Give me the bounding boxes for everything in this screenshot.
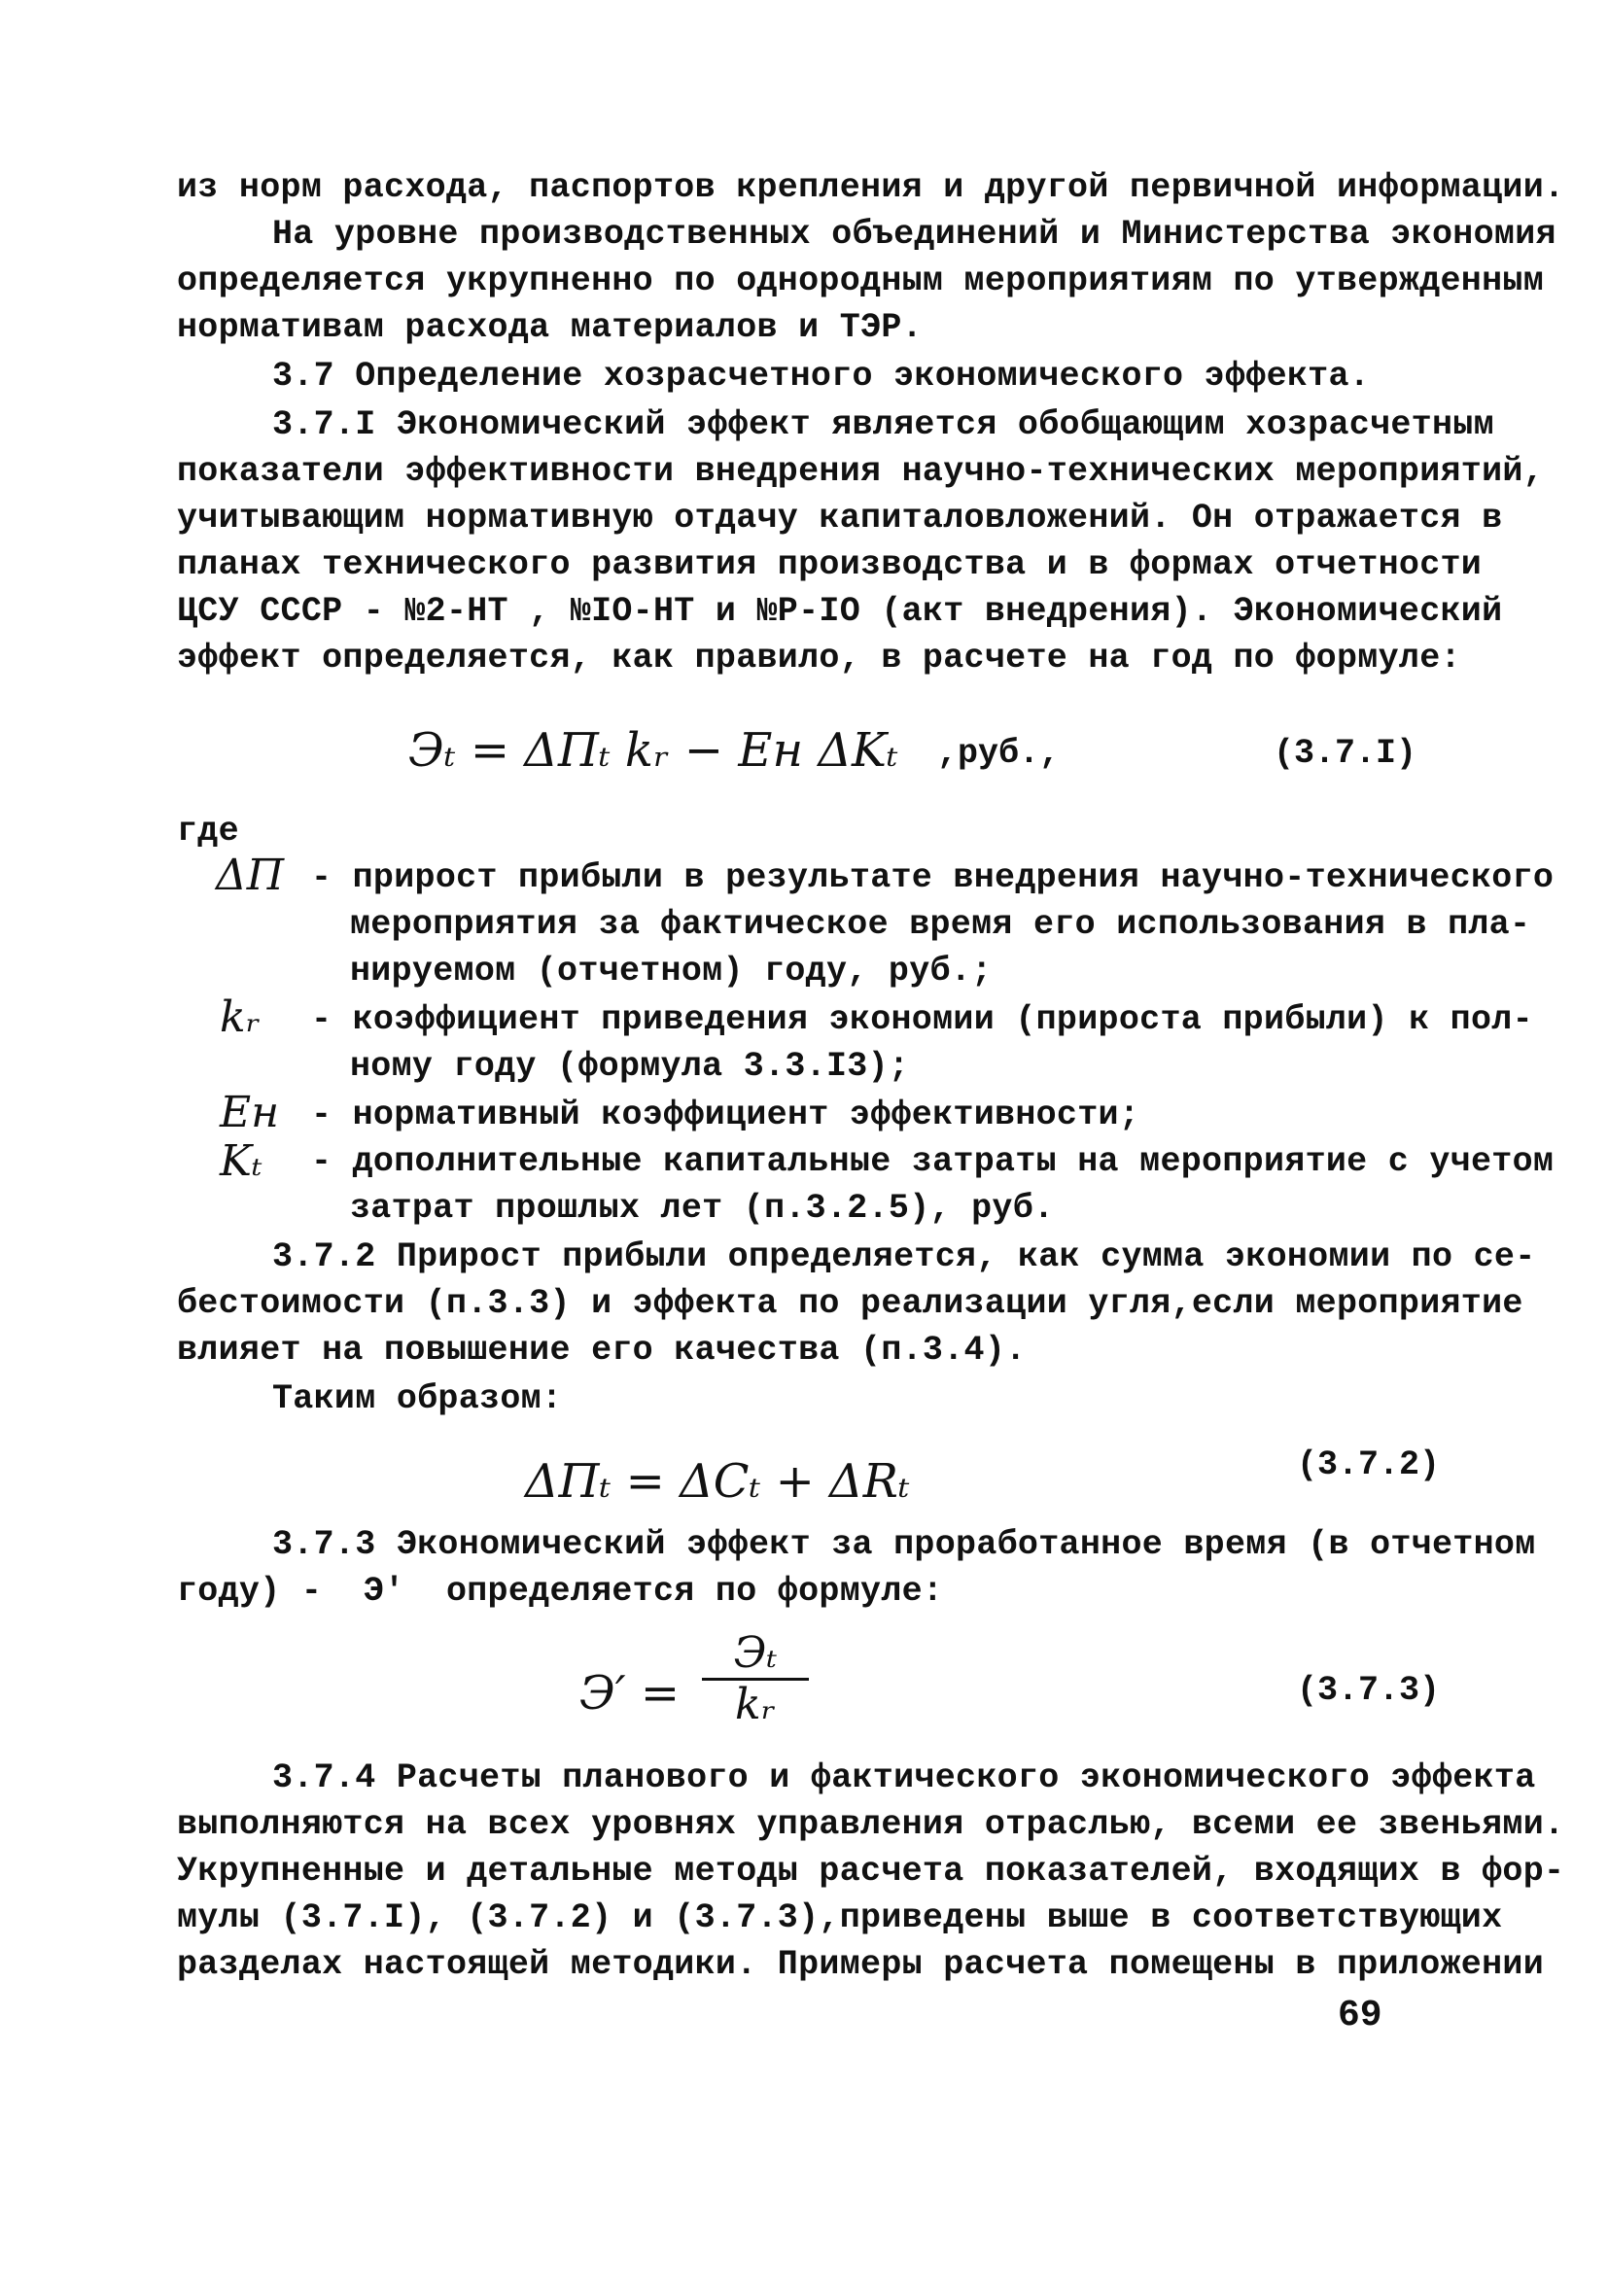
- text-line: нормативам расхода материалов и ТЭР.: [177, 308, 923, 347]
- text-line: определяется укрупненно по однородным мероприятиям по утвержденным: [177, 261, 1545, 300]
- page-number: 69: [1338, 1995, 1382, 2036]
- text-line: 3.7.3 Экономический эффект за проработанное время (в отчетном: [272, 1525, 1536, 1564]
- formula-number: (3.7.3): [1297, 1671, 1441, 1710]
- where-label: где: [177, 812, 239, 851]
- text-line: 3.7.4 Расчеты планового и фактического экономического эффекта: [272, 1758, 1536, 1797]
- text-line: влияет на повышение его качества (п.3.4).: [177, 1331, 1027, 1370]
- text-line: эффект определяется, как правило, в расчете на год по формуле:: [177, 639, 1461, 678]
- fraction-denominator: kᵣ: [735, 1680, 776, 1729]
- fraction: [692, 1629, 819, 1729]
- text-line: ЦСУ СССР - №2-НТ , №IO-НТ и №Р-IO (акт внедрения). Экономический: [177, 592, 1503, 631]
- definition-line: - коэффициент приведения экономии (прироста прибыли) к пол-: [311, 1000, 1533, 1039]
- text-line: бестоимости (п.3.3) и эффекта по реализации угля,если мероприятие: [177, 1284, 1523, 1323]
- text-line: из норм расхода, паспортов крепления и другой первичной информации.: [177, 168, 1565, 207]
- formula-number: (3.7.2): [1297, 1445, 1441, 1484]
- definition-line: мероприятия за фактическое время его использования в пла-: [350, 905, 1531, 944]
- symbol-e-n: Eн: [220, 1088, 280, 1137]
- text-line: году) - Э′ определяется по формуле:: [177, 1572, 944, 1611]
- definition-line: - нормативный коэффициент эффективности;: [311, 1096, 1140, 1134]
- fraction-numerator: Эₜ: [733, 1628, 778, 1678]
- text-line: Укрупненные и детальные методы расчета показателей, входящих в фор-: [177, 1852, 1565, 1891]
- definition-line: нируемом (отчетном) году, руб.;: [350, 952, 993, 991]
- text-line: 3.7.I Экономический эффект является обобщающим хозрасчетным: [272, 405, 1494, 444]
- formula-number: (3.7.I): [1274, 734, 1417, 773]
- text-line: На уровне производственных объединений и Министерства экономия: [272, 215, 1556, 254]
- formula-3-7-2: ΔПₜ = ΔCₜ + ΔRₜ: [525, 1454, 910, 1509]
- section-heading: 3.7 Определение хозрасчетного экономического эффекта.: [272, 357, 1371, 396]
- text-line: планах технического развития производства и в формах отчетности: [177, 545, 1483, 584]
- text-line: Таким образом:: [272, 1379, 563, 1418]
- symbol-delta-p: ΔП: [216, 851, 285, 900]
- text-line: мулы (3.7.I), (3.7.2) и (3.7.3),приведены выше в соответствующих: [177, 1898, 1503, 1937]
- formula-unit: ,руб.,: [937, 734, 1061, 773]
- text-line: разделах настоящей методики. Примеры расчета помещены в приложении: [177, 1945, 1545, 1984]
- text-line: 3.7.2 Прирост прибыли определяется, как сумма экономии по се-: [272, 1237, 1536, 1276]
- text-line: учитывающим нормативную отдачу капиталовложений. Он отражается в: [177, 499, 1503, 538]
- formula-lhs: Э′ =: [579, 1666, 681, 1721]
- text-line: выполняются на всех уровнях управления отраслью, всеми ее звеньями.: [177, 1805, 1565, 1844]
- symbol-k-t: Kₜ: [220, 1136, 262, 1186]
- formula-3-7-1: Эₜ = ΔПₜ kᵣ − Eн ΔKₜ: [408, 723, 898, 778]
- definition-line: - прирост прибыли в результате внедрения научно-технического: [311, 858, 1555, 897]
- definition-line: ному году (формула 3.3.I3);: [350, 1047, 910, 1086]
- definition-line: затрат прошлых лет (п.3.2.5), руб.: [350, 1189, 1055, 1228]
- text-line: показатели эффективности внедрения научно-технических мероприятий,: [177, 452, 1545, 491]
- symbol-k-r: kᵣ: [220, 992, 261, 1042]
- definition-line: - дополнительные капитальные затраты на мероприятие с учетом: [311, 1142, 1555, 1181]
